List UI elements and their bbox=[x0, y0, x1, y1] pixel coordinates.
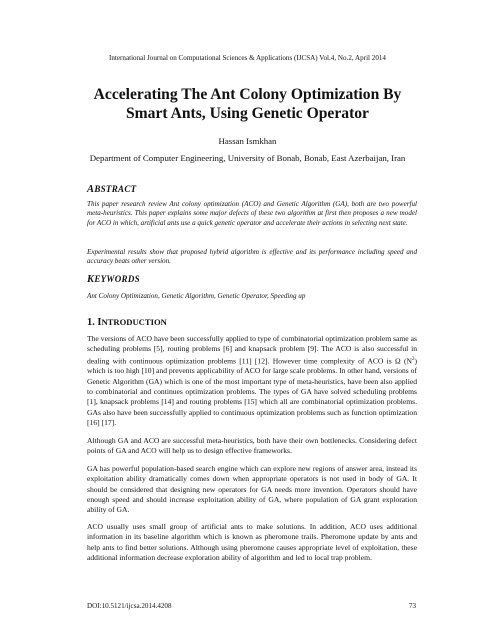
author-affiliation: Department of Computer Engineering, University of Bonab, Bonab, East Azerbaijan, Iran bbox=[89, 153, 406, 163]
keywords-heading-rest: EYWORDS bbox=[94, 274, 140, 284]
abstract-paragraph-2: Experimental results show that proposed hybrid algorithm is effective and its performance including speed and accuracy beats other version. bbox=[87, 248, 417, 266]
keywords-heading-initial: K bbox=[87, 274, 95, 285]
page-number: 73 bbox=[408, 602, 416, 610]
paper-title bbox=[40, 85, 455, 123]
journal-header: International Journal on Computational Sciences & Applications (IJCSA) Vol.4, No.2, April 2014 bbox=[109, 54, 386, 62]
intro-paragraph-1 bbox=[87, 334, 417, 428]
doi-footer: DOI:10.5121/ijcsa.2014.4208 bbox=[87, 602, 172, 610]
intro-paragraph-2: Although GA and ACO are successful meta-heuristics, both have their own bottlenecks. Considering defect points of GA and ACO will help us to design effective frameworks. bbox=[87, 436, 417, 456]
introduction-heading-rest: NTRODUCTION bbox=[101, 317, 167, 327]
keywords-text: Ant Colony Optimization, Genetic Algorithm, Genetic Operator, Speeding up bbox=[87, 292, 306, 300]
abstract-heading bbox=[87, 184, 136, 195]
abstract-heading-initial: A bbox=[87, 184, 95, 195]
title-line-1: Accelerating The Ant Colony Optimization By bbox=[93, 86, 402, 103]
intro-paragraph-4: ACO usually uses small group of artificial ants to make solutions. In addition, ACO uses additional information in its baseline algorithm which is known as pheromone trails. Pheromone update by ants and help ants to find better solutions. Although using pheromone causes appropriate level of exploitation, these additional information decrease exploration ability of algorithm and led to local trap problem. bbox=[87, 522, 417, 562]
intro-p1-text-b: ) which is too high [10] and prevents applicability of ACO for large scale problems. In other hand, versions of Genetic Algorithm (GA) which is one of the most important type of meta-heuristics, have been also applied to combinatorial and continues optimization problems. The types of GA have solved scheduling problems [1], knapsack problems [14] and routing problems [15] which all are combinatorial optimization problems. GAs also have been successfully applied to continuous optimization problems such as function optimization [16] [17]. bbox=[87, 356, 417, 427]
keywords-heading bbox=[87, 274, 140, 285]
author-name: Hassan Ismkhan bbox=[218, 136, 277, 146]
title-line-2: Smart Ants, Using Genetic Operator bbox=[126, 105, 369, 122]
abstract-paragraph-1: This paper research review Ant colony optimization (ACO) and Genetic Algorithm (GA), both are two powerful meta-heuristics. This paper explains some major defects of these two algorithm at first then proposes a new model for ACO in which, artificial ants use a quick genetic operator and accelerate their actions in selecting next state. bbox=[87, 200, 417, 227]
intro-p1-text-a: The versions of ACO have been successfully applied to type of combinatorial optimization problem same as scheduling problems [5], routing problems [6] and knapsack problem [9]. The ACO is also successful in dealing with continuous optimization problems [11] [12]. However time complexity of ACO is Ω (N bbox=[87, 334, 417, 366]
abstract-heading-rest: BSTRACT bbox=[94, 184, 137, 194]
intro-p1-superscript: 2 bbox=[411, 356, 415, 362]
introduction-heading-number: 1. I bbox=[87, 317, 102, 328]
intro-paragraph-3: GA has powerful population-based search engine which can explore new regions of answer area, instead its exploitation ability dramatically comes down when appropriate operators is not used in body of GA. It should be considered that designing new operators for GA needs more invention. Operators should have enough speed and should increase exploitation ability of GA, where population of GA grant exploration ability of GA. bbox=[87, 464, 417, 515]
introduction-heading bbox=[87, 316, 167, 329]
